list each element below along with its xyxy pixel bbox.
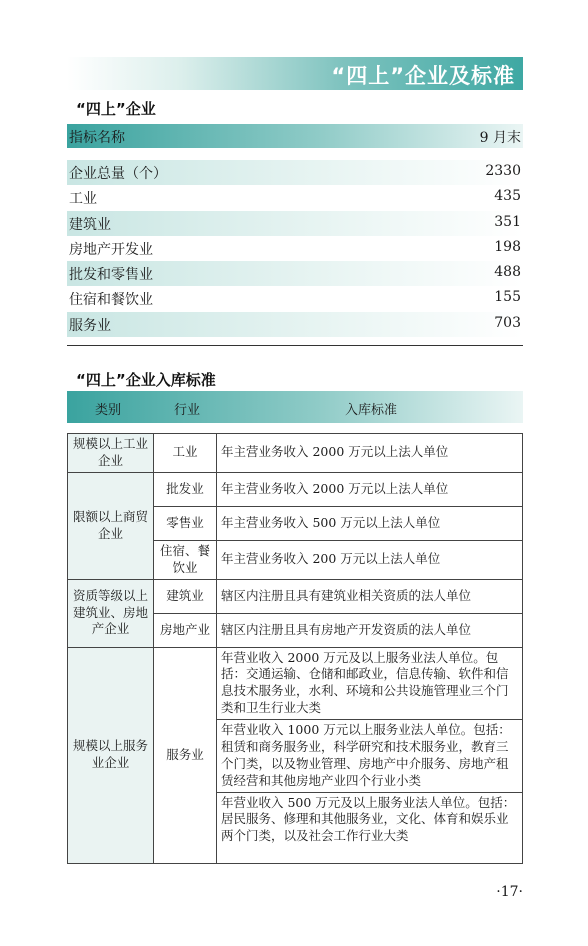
row-value: 703 <box>494 314 521 331</box>
row-label: 住宿和餐饮业 <box>69 292 153 309</box>
table-row <box>67 211 523 236</box>
industry-cell: 服务业 <box>154 647 217 863</box>
header-period: 9 月末 <box>479 130 521 146</box>
industry-cell: 住宿、餐饮业 <box>154 540 217 579</box>
table-row <box>68 579 523 613</box>
row-value: 198 <box>494 238 521 255</box>
row-value: 2330 <box>485 163 521 179</box>
table-row <box>67 261 523 286</box>
industry-cell: 批发业 <box>154 472 217 506</box>
row-value: 435 <box>494 188 521 205</box>
section-title-standards: “四上”企业入库标准 <box>76 371 216 389</box>
row-value: 351 <box>494 213 521 230</box>
title-banner <box>67 57 523 90</box>
industry-cell: 建筑业 <box>154 579 217 613</box>
category-cell: 规模以上服务业企业 <box>68 647 154 863</box>
standard-cell: 年主营业务收入 500 万元以上法人单位 <box>217 506 523 540</box>
standard-cell: 年营业收入 500 万元及以上服务业法人单位。包括：居民服务、修理和其他服务业，文化、体育和娱乐业两个门类，以及社会工作行业大类 <box>217 792 523 863</box>
row-label: 工业 <box>69 191 97 208</box>
industry-cell: 房地产业 <box>154 613 217 647</box>
standards-table-header <box>67 391 523 423</box>
industry-cell: 工业 <box>154 434 217 473</box>
section-title-enterprises: “四上”企业 <box>76 100 156 118</box>
standards-table <box>67 433 523 864</box>
industry-cell: 零售业 <box>154 506 217 540</box>
page-number: ·17· <box>496 884 523 900</box>
row-label: 批发和零售业 <box>69 267 153 284</box>
standard-cell: 辖区内注册且具有建筑业相关资质的法人单位 <box>217 579 523 613</box>
category-cell: 规模以上工业企业 <box>68 434 154 473</box>
row-value: 488 <box>494 264 521 281</box>
header-indicator-name: 指标名称 <box>69 130 125 146</box>
row-label: 企业总量（个） <box>69 166 167 182</box>
table-row <box>68 647 523 720</box>
row-label: 建筑业 <box>69 216 111 233</box>
table-row <box>68 434 523 473</box>
enterprise-table <box>67 160 523 337</box>
row-label: 房地产开发业 <box>69 241 153 258</box>
header-category: 类别 <box>95 403 122 418</box>
category-cell: 限额以上商贸企业 <box>68 472 154 579</box>
standard-cell: 年营业收入 2000 万元及以上服务业法人单位。包括：交通运输、仓储和邮政业，信息传输、软件和信息技术服务业，水利、环境和公共设施管理业三个门类和卫生行业大类 <box>217 647 523 720</box>
standard-cell: 辖区内注册且具有房地产开发资质的法人单位 <box>217 613 523 647</box>
header-standard: 入库标准 <box>345 403 398 418</box>
table-row <box>67 286 523 311</box>
standard-cell: 年主营业务收入 2000 万元以上法人单位 <box>217 472 523 506</box>
standard-cell: 年营业收入 1000 万元以上服务业法人单位。包括：租赁和商务服务业，科学研究和技术服务业，教育三个门类，以及物业管理、房地产中介服务、房地产租赁经营和其他房地产业四个行业小类 <box>217 720 523 793</box>
table-row <box>67 160 523 185</box>
standard-cell: 年主营业务收入 2000 万元以上法人单位 <box>217 434 523 473</box>
enterprise-table-header <box>67 124 523 148</box>
row-value: 155 <box>494 289 521 306</box>
table-row <box>67 185 523 210</box>
standard-cell: 年主营业务收入 200 万元以上法人单位 <box>217 540 523 579</box>
table-row <box>67 312 523 337</box>
page-title: “四上”企业及标准 <box>331 64 515 88</box>
table-bottom-rule <box>67 345 523 346</box>
table-row <box>68 472 523 506</box>
header-industry: 行业 <box>174 403 201 418</box>
row-label: 服务业 <box>69 317 111 334</box>
table-row <box>67 236 523 261</box>
category-cell: 资质等级以上建筑业、房地产企业 <box>68 579 154 647</box>
